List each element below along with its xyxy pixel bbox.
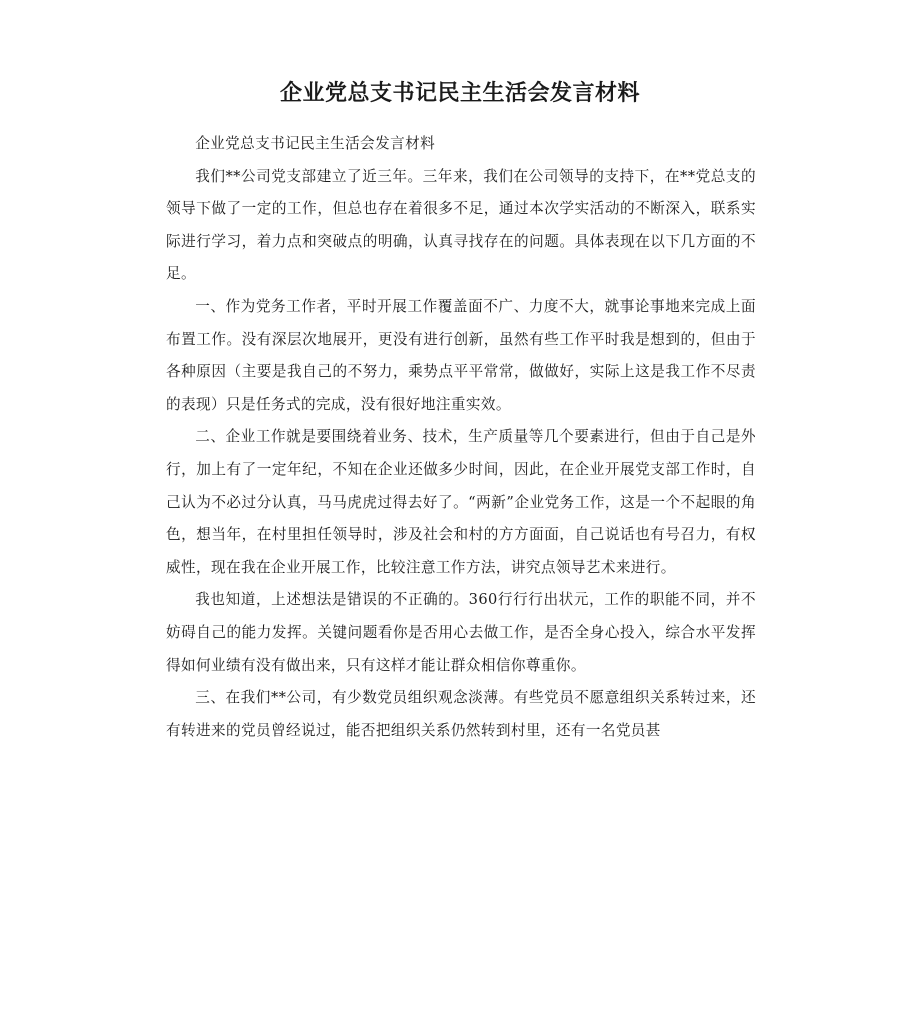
paragraph-point-two: 二、企业工作就是要围绕着业务、技术，生产质量等几个要素进行，但由于自己是外行，加上有了一定年纪，不知在企业还做多少时间，因此，在企业开展党支部工作时，自己认为不必过分认真，马马虎虎过得去好了。“两新”企业党务工作，这是一个不起眼的角色，想当年，在村里担任领导时，涉及社会和村的方方面面，自己说话也有号召力，有权威性，现在我在企业开展工作，比较注意工作方法，讲究点领导艺术来进行。 xyxy=(166,428,756,576)
paragraph-reflection: 我也知道，上述想法是错误的不正确的。360行行行出状元，工作的职能不同，并不妨碍自己的能力发挥。关键问题看你是否用心去做工作，是否全身心投入，综合水平发挥得如何业绩有没有做出来，只有这样才能让群众相信你尊重你。 xyxy=(166,591,756,674)
paragraph-subtitle: 企业党总支书记民主生活会发言材料 xyxy=(195,135,436,152)
document-title: 企业党总支书记民主生活会发言材料 xyxy=(279,80,640,106)
paragraph-intro: 我们**公司党支部建立了近三年。三年来，我们在公司领导的支持下，在**党总支的领导下做了一定的工作，但总也存在着很多不足，通过本次学实活动的不断深入，联系实际进行学习，着力点和突破点的明确，认真寻找存在的问题。具体表现在以下几方面的不足。 xyxy=(166,167,756,283)
paragraph-point-one: 一、作为党务工作者，平时开展工作覆盖面不广、力度不大，就事论事地来完成上面布置工作。没有深层次地展开，更没有进行创新，虽然有些工作平时我是想到的，但由于各种原因（主要是我自己的不努力，乘势点平平常常，做做好，实际上这是我工作不尽责的表现）只是任务式的完成，没有很好地注重实效。 xyxy=(166,297,756,413)
paragraph-point-three: 三、在我们**公司，有少数党员组织观念淡薄。有些党员不愿意组织关系转过来，还有转进来的党员曾经说过，能否把组织关系仍然转到村里，还有一名党员甚 xyxy=(166,689,756,739)
document-body xyxy=(166,128,756,747)
